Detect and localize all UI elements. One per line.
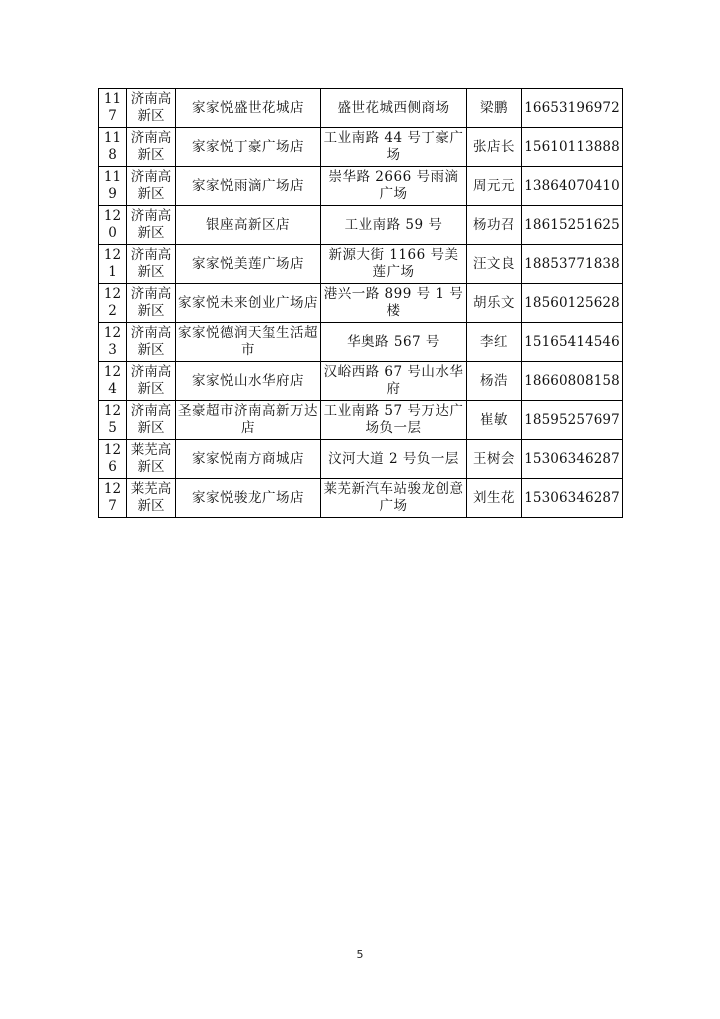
row-number-cell: 127: [99, 479, 127, 518]
store-list-table: [98, 88, 623, 518]
address-cell: 崇华路 2666 号雨滴广场: [321, 167, 467, 206]
row-number-cell: 117: [99, 89, 127, 128]
table-row: [99, 89, 623, 128]
district-cell: 济南高新区: [127, 284, 176, 323]
district-cell: 济南高新区: [127, 128, 176, 167]
table-row: [99, 128, 623, 167]
store-name-cell: 家家悦德润天玺生活超市: [176, 323, 321, 362]
contact-person-cell: 张店长: [467, 128, 522, 167]
phone-cell: 18660808158: [522, 362, 623, 401]
address-cell: 盛世花城西侧商场: [321, 89, 467, 128]
district-cell: 济南高新区: [127, 323, 176, 362]
contact-person-cell: 周元元: [467, 167, 522, 206]
row-number-cell: 125: [99, 401, 127, 440]
store-name-cell: 家家悦雨滴广场店: [176, 167, 321, 206]
table-row: [99, 362, 623, 401]
page-number: 5: [356, 948, 364, 961]
store-name-cell: 家家悦山水华府店: [176, 362, 321, 401]
district-cell: 济南高新区: [127, 167, 176, 206]
contact-person-cell: 杨浩: [467, 362, 522, 401]
table-row: [99, 245, 623, 284]
store-name-cell: 家家悦美莲广场店: [176, 245, 321, 284]
phone-cell: 18595257697: [522, 401, 623, 440]
address-cell: 莱芜新汽车站骏龙创意广场: [321, 479, 467, 518]
table-row: [99, 479, 623, 518]
address-cell: 汉峪西路 67 号山水华府: [321, 362, 467, 401]
store-name-cell: 家家悦盛世花城店: [176, 89, 321, 128]
district-cell: 济南高新区: [127, 401, 176, 440]
address-cell: 工业南路 59 号: [321, 206, 467, 245]
phone-cell: 18560125628: [522, 284, 623, 323]
phone-cell: 15306346287: [522, 479, 623, 518]
district-cell: 莱芜高新区: [127, 479, 176, 518]
address-cell: 工业南路 57 号万达广场负一层: [321, 401, 467, 440]
store-name-cell: 家家悦南方商城店: [176, 440, 321, 479]
table-row: [99, 440, 623, 479]
address-cell: 港兴一路 899 号 1 号楼: [321, 284, 467, 323]
address-cell: 汶河大道 2 号负一层: [321, 440, 467, 479]
district-cell: 济南高新区: [127, 245, 176, 284]
contact-person-cell: 崔敏: [467, 401, 522, 440]
phone-cell: 18615251625: [522, 206, 623, 245]
district-cell: 莱芜高新区: [127, 440, 176, 479]
store-name-cell: 家家悦骏龙广场店: [176, 479, 321, 518]
phone-cell: 15165414546: [522, 323, 623, 362]
phone-cell: 16653196972: [522, 89, 623, 128]
row-number-cell: 123: [99, 323, 127, 362]
table-body: [99, 89, 623, 518]
district-cell: 济南高新区: [127, 206, 176, 245]
contact-person-cell: 杨功召: [467, 206, 522, 245]
table-row: [99, 284, 623, 323]
row-number-cell: 121: [99, 245, 127, 284]
table-row: [99, 206, 623, 245]
store-name-cell: 圣豪超市济南高新万达店: [176, 401, 321, 440]
phone-cell: 13864070410: [522, 167, 623, 206]
district-cell: 济南高新区: [127, 89, 176, 128]
table-row: [99, 167, 623, 206]
phone-cell: 15306346287: [522, 440, 623, 479]
store-name-cell: 家家悦未来创业广场店: [176, 284, 321, 323]
contact-person-cell: 王树会: [467, 440, 522, 479]
table-row: [99, 401, 623, 440]
phone-cell: 18853771838: [522, 245, 623, 284]
store-name-cell: 银座高新区店: [176, 206, 321, 245]
address-cell: 工业南路 44 号丁豪广场: [321, 128, 467, 167]
row-number-cell: 120: [99, 206, 127, 245]
contact-person-cell: 刘生花: [467, 479, 522, 518]
store-name-cell: 家家悦丁豪广场店: [176, 128, 321, 167]
row-number-cell: 126: [99, 440, 127, 479]
contact-person-cell: 梁鹏: [467, 89, 522, 128]
contact-person-cell: 李红: [467, 323, 522, 362]
address-cell: 华奥路 567 号: [321, 323, 467, 362]
address-cell: 新源大街 1166 号美莲广场: [321, 245, 467, 284]
contact-person-cell: 胡乐文: [467, 284, 522, 323]
row-number-cell: 122: [99, 284, 127, 323]
contact-person-cell: 汪文良: [467, 245, 522, 284]
row-number-cell: 124: [99, 362, 127, 401]
table-row: [99, 323, 623, 362]
row-number-cell: 119: [99, 167, 127, 206]
phone-cell: 15610113888: [522, 128, 623, 167]
row-number-cell: 118: [99, 128, 127, 167]
district-cell: 济南高新区: [127, 362, 176, 401]
